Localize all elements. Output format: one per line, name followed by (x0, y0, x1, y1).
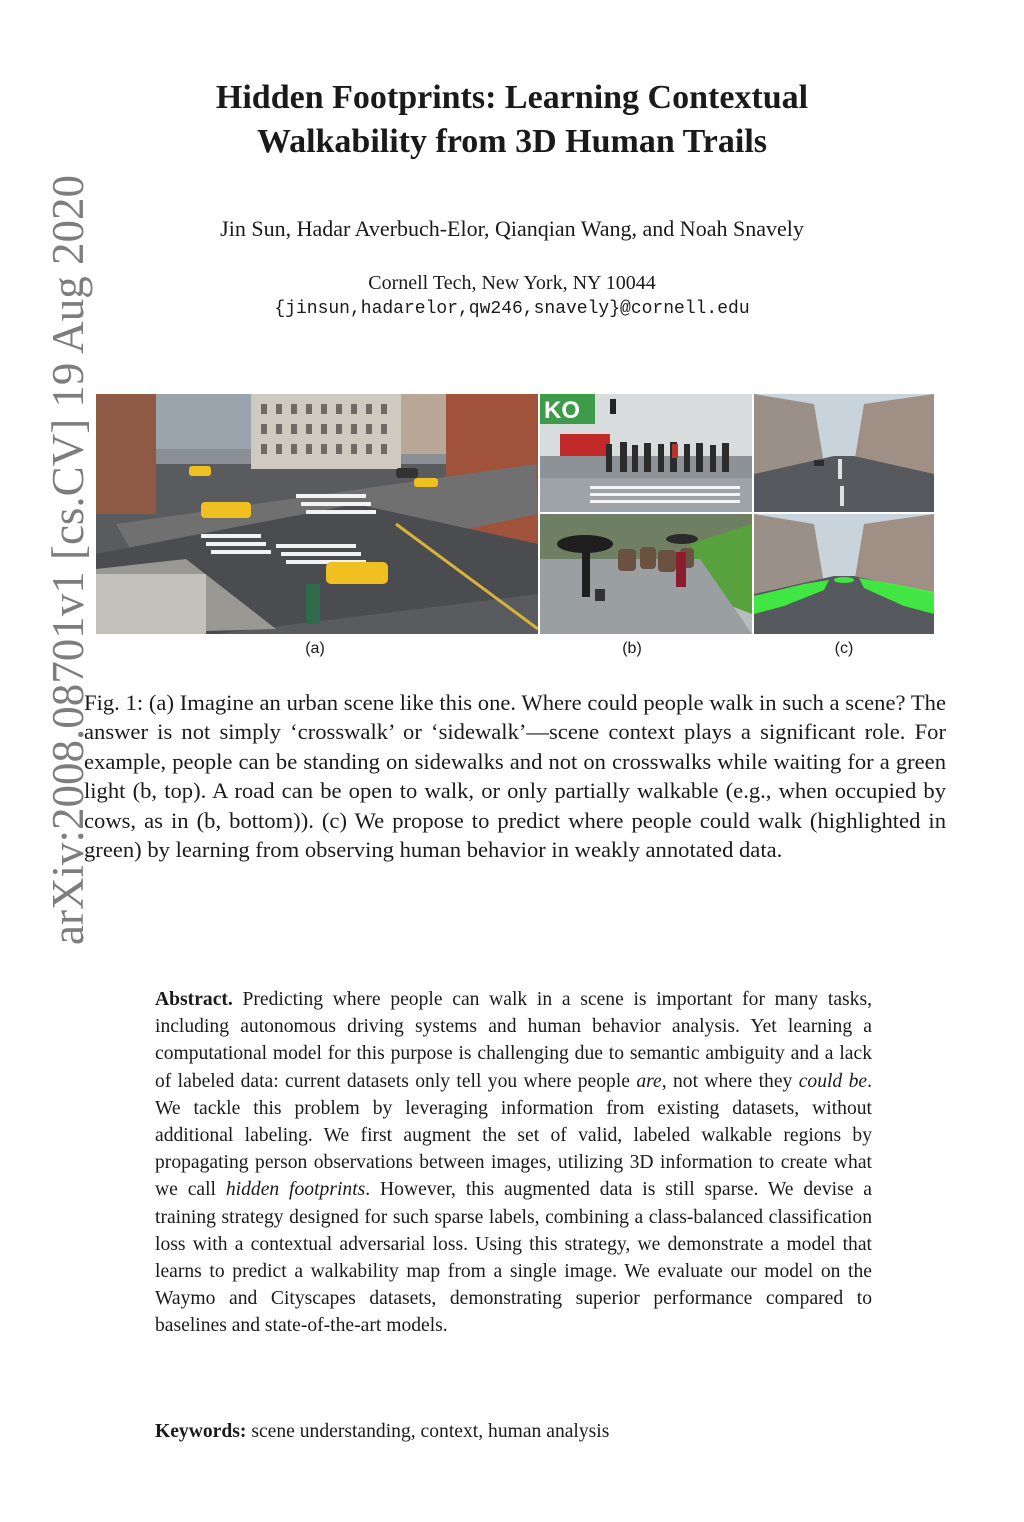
paper-title (140, 76, 884, 164)
author-emails: {jinsun,hadarelor,qw246,snavely}@cornell.edu (274, 299, 750, 319)
abstract-text-3: . We tackle this problem by leveraging information from existing datasets, without additional labeling. We first augment the set of valid, labeled walkable regions by propagating person observations between images, utilizing 3D information to create what we call (155, 1070, 872, 1201)
figure-caption (84, 688, 946, 864)
caption-prefix: Fig. 1: (84, 690, 149, 715)
title-line-1: Hidden Footprints: Learning Contextual (215, 79, 809, 116)
arxiv-identifier: arXiv:2008.08701v1 [cs.CV] 19 Aug 2020 (43, 175, 93, 945)
abstract-emphasis-3: hidden footprints (225, 1179, 366, 1201)
store-sign-text: KO (544, 397, 580, 424)
figure-panel-b-top-image (540, 394, 752, 512)
figure-panel-c-top-image (754, 394, 934, 512)
keywords-label: Keywords: (155, 1421, 247, 1442)
author-list: Jin Sun, Hadar Averbuch-Elor, Qianqian Wang, and Noah Snavely (220, 216, 804, 241)
affiliation-block (140, 270, 884, 322)
figure-panel-a-image (96, 394, 538, 634)
figure-label-b: (b) (622, 640, 642, 657)
abstract-emphasis-1: are (636, 1070, 662, 1092)
abstract-text-1: Predicting where people can walk in a scene is important for many tasks, including autonomous driving systems and human behavior analysis. Yet learning a computational model for this purpose is challenging due to semantic ambiguity and a lack of labeled data: current datasets only tell you where people (155, 989, 872, 1092)
abstract-label: Abstract. (155, 989, 233, 1010)
keywords (155, 1418, 872, 1445)
abstract-emphasis-2: could be (798, 1070, 868, 1092)
figure-label-c: (c) (834, 640, 854, 657)
title-line-2: Walkability from 3D Human Trails (256, 123, 768, 160)
caption-text: (a) Imagine an urban scene like this one. Where could people walk in such a scene? The answer is not simply ‘crosswalk’ or ‘sidewalk’—scene context plays a significant role. For example, people can be standing on sidewalks and not on crosswalks while waiting for a green light (b, top). A road can be open to walk, or only partially walkable (e.g., when occupied by cows, as in (b, bottom)). (c) We propose to predict where people could walk (highlighted in green) by learning from observing human behavior in weakly annotated data. (84, 690, 946, 863)
abstract-text-4: . However, this augmented data is still sparse. We devise a training strategy designed for such sparse labels, combining a class-balanced classification loss with a contextual adversarial loss. Using this strategy, we demonstrate a model that learns to predict a walkability map from a single image. We evaluate our model on the Waymo and Cityscapes datasets, demonstrating superior performance compared to baselines and state-of-the-art models. (155, 1179, 872, 1337)
abstract (155, 986, 872, 1340)
keywords-text: scene understanding, context, human analysis (246, 1421, 610, 1442)
abstract-text-2: , not where they (661, 1070, 799, 1092)
figure-1 (96, 394, 934, 634)
figure-label-a: (a) (305, 640, 325, 657)
figure-panel-c-bottom-image (754, 514, 934, 634)
figure-panel-b-bottom-image (540, 514, 752, 634)
affiliation: Cornell Tech, New York, NY 10044 (368, 272, 656, 294)
